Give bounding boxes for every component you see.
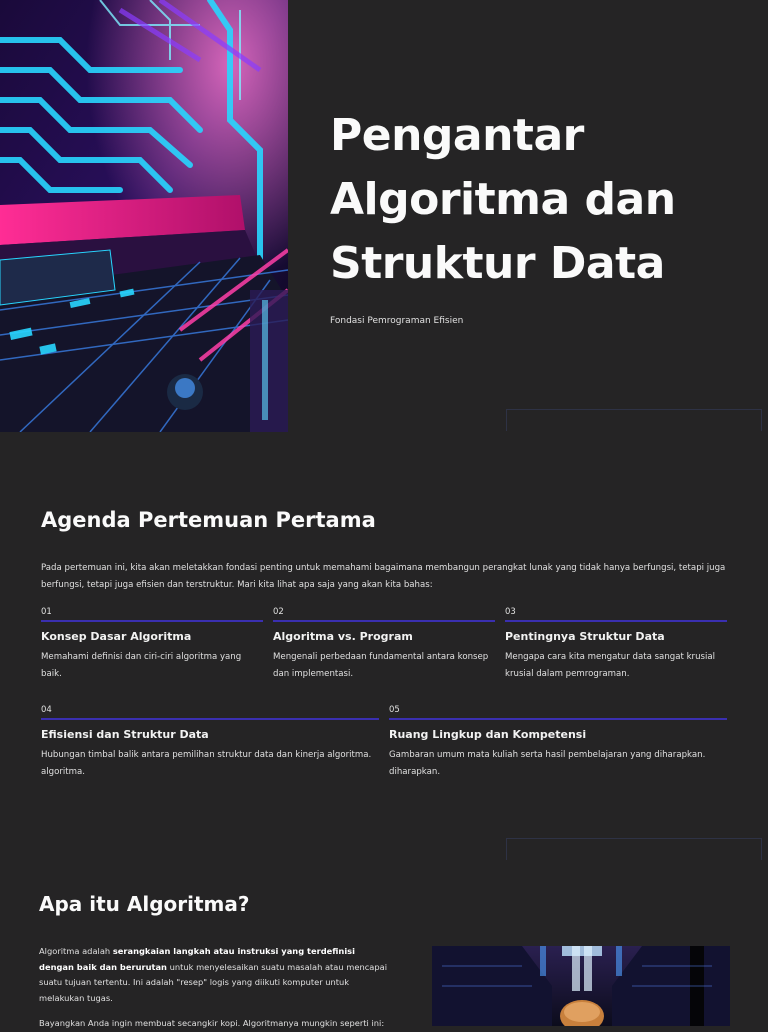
agenda-item-title: Algoritma vs. Program: [273, 629, 413, 643]
decorative-tick: [761, 838, 762, 860]
agenda-item-description: Gambaran umum mata kuliah serta hasil pembelajaran yang diharapkan. diharapkan.: [389, 749, 706, 777]
agenda-item-number: 04: [41, 705, 52, 715]
agenda-item-divider: [273, 620, 495, 622]
agenda-item: [505, 607, 727, 683]
algorithm-heading: Apa itu Algoritma?: [39, 892, 250, 916]
decorative-tick: [761, 409, 762, 431]
agenda-item: [41, 705, 379, 781]
algorithm-definition: [39, 944, 391, 1006]
server-room-illustration: [432, 946, 730, 1026]
agenda-item-divider: [41, 718, 379, 720]
agenda-item-description: Mengapa cara kita mengatur data sangat krusial krusial dalam pemrograman.: [505, 651, 716, 679]
algorithm-example-intro: Bayangkan Anda ingin membuat secangkir kopi. Algoritmanya mungkin seperti ini:: [39, 1018, 385, 1028]
agenda-item-number: 02: [273, 607, 284, 617]
definition-text: Algoritma adalah: [39, 946, 113, 956]
decorative-tick: [506, 838, 507, 860]
circuit-board-image: [0, 0, 288, 432]
agenda-item-title: Konsep Dasar Algoritma: [41, 629, 192, 643]
presentation-title: Pengantar Algoritma dan Struktur Data: [330, 110, 676, 289]
decorative-line: [506, 838, 762, 839]
agenda-item-title: Pentingnya Struktur Data: [505, 629, 665, 643]
decorative-tick: [506, 409, 507, 431]
agenda-intro-text: Pada pertemuan ini, kita akan meletakkan fondasi penting untuk memahami bagaimana membangun perangkat lunak yang tidak hanya berfungsi, tetapi juga berfungsi, tetapi juga efisien dan terstruktur. Mari kita lihat apa saja yang akan kita bahas:: [41, 563, 726, 590]
title-slide: [0, 0, 768, 432]
agenda-item-description: Hubungan timbal balik antara pemilihan struktur data dan kinerja algoritma. algoritma.: [41, 749, 372, 777]
agenda-item-number: 05: [389, 705, 400, 715]
agenda-item: [389, 705, 727, 781]
presentation-subtitle: Fondasi Pemrograman Efisien: [330, 316, 464, 326]
definition-text: untuk menyelesaikan suatu masalah atau mencapai suatu tujuan tertentu. Ini adalah "resep" logis yang diikuti komputer untuk melakukan tugas.: [39, 961, 388, 1003]
agenda-heading: Agenda Pertemuan Pertama: [41, 508, 376, 532]
agenda-item-divider: [505, 620, 727, 622]
agenda-item-number: 01: [41, 607, 52, 617]
agenda-item: [273, 607, 495, 683]
agenda-item-description: Mengenali perbedaan fundamental antara konsep dan implementasi.: [273, 651, 489, 679]
decorative-line: [506, 409, 762, 410]
agenda-item: [41, 607, 263, 683]
server-room-person-image: [432, 946, 730, 1026]
agenda-item-title: Efisiensi dan Struktur Data: [41, 727, 209, 741]
agenda-item-title: Ruang Lingkup dan Kompetensi: [389, 727, 587, 741]
agenda-item-divider: [41, 620, 263, 622]
definition-emphasis: serangkaian langkah atau instruksi yang terdefinisi dengan baik dan berurutan: [39, 946, 355, 972]
agenda-item-divider: [389, 718, 727, 720]
agenda-item-number: 03: [505, 607, 516, 617]
circuit-board-illustration: [0, 0, 288, 432]
agenda-item-description: Memahami definisi dan ciri-ciri algoritma yang baik.: [41, 651, 242, 679]
